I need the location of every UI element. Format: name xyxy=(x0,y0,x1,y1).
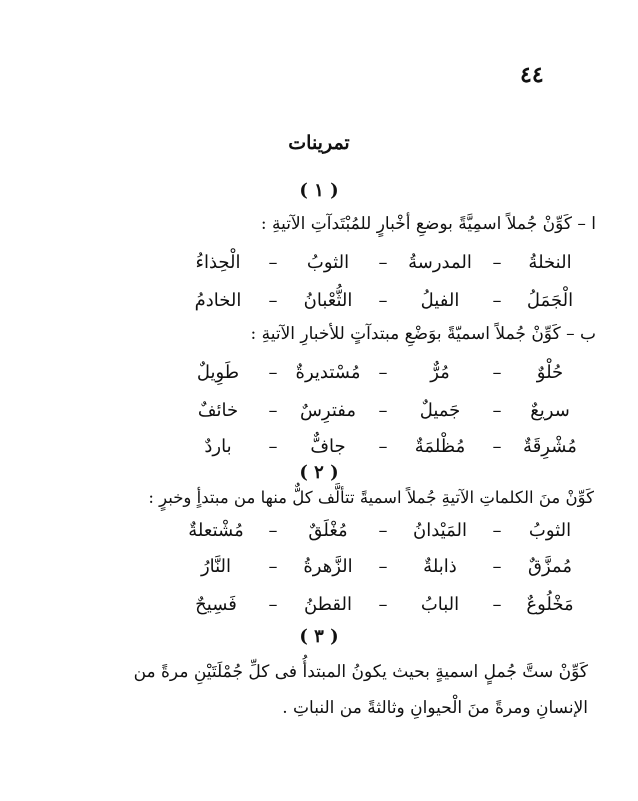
dash-separator: – xyxy=(378,362,388,383)
word-item: مُشْتعلةٌ xyxy=(188,520,244,541)
dash-separator: – xyxy=(492,594,502,615)
section-1b-row-3 xyxy=(180,436,586,457)
word-item: طَوِيلٌ xyxy=(196,362,240,383)
dash-separator: – xyxy=(268,436,278,457)
section-3-line-1: كَوِّنْ ستَّ جُملٍ اسميةٍ بحيث يكونُ المبتدأُ فى كلِّ جُمْلَتَيْنِ مرةً من xyxy=(133,662,588,682)
dash-separator: – xyxy=(378,556,388,577)
dash-separator: – xyxy=(492,436,502,457)
dash-separator: – xyxy=(378,290,388,311)
word-item: الْجَمَلُ xyxy=(526,290,574,311)
word-item: مفترِسٌ xyxy=(299,400,357,421)
page-number: ٤٤ xyxy=(520,62,544,88)
word-item: ذابلةٌ xyxy=(423,556,457,577)
page-title: تمرينات xyxy=(288,132,350,154)
word-item: سريعٌ xyxy=(530,400,570,421)
section-1b-row-1 xyxy=(180,362,586,383)
word-item: الثوبُ xyxy=(306,252,350,273)
dash-separator: – xyxy=(378,252,388,273)
word-item: مُشْرِقَةٌ xyxy=(523,436,577,457)
word-item: البابُ xyxy=(420,594,460,615)
section-3-label: ( ٣ ) xyxy=(299,626,339,647)
dash-separator: – xyxy=(378,400,388,421)
word-item: الثُّعْبانُ xyxy=(303,290,353,311)
word-item: خائفٌ xyxy=(197,400,239,421)
section-2-label: ( ٢ ) xyxy=(299,462,339,483)
dash-separator: – xyxy=(268,290,278,311)
dash-separator: – xyxy=(378,520,388,541)
dash-separator: – xyxy=(378,594,388,615)
word-item: مُسْتديرةٌ xyxy=(295,362,361,383)
word-item: الفيلُ xyxy=(420,290,460,311)
section-2-row-2 xyxy=(176,556,586,577)
word-item: جافٌّ xyxy=(310,436,346,457)
word-item: القطنُ xyxy=(303,594,353,615)
word-item: مُغْلَقٌ xyxy=(308,520,348,541)
section-3-line-2: الإنسانِ ومرةً منَ الْحيوانِ وثالثةً من النباتِ . xyxy=(282,698,588,718)
dash-separator: – xyxy=(268,362,278,383)
section-1a-row-1 xyxy=(180,252,586,273)
section-1a-instruction: ا – كَوِّنْ جُملاً اسمِيَّةً بوضعِ أخْبارٍ للمُبْتَدآتِ الآتيةِ : xyxy=(260,214,596,234)
word-item: الْحِذاءُ xyxy=(195,252,241,273)
dash-separator: – xyxy=(492,252,502,273)
word-item: مَخْلُوعٌ xyxy=(526,594,574,615)
word-item: باردٌ xyxy=(204,436,232,457)
word-item: النَّارُ xyxy=(200,556,232,577)
dash-separator: – xyxy=(492,290,502,311)
dash-separator: – xyxy=(268,252,278,273)
word-item: مُرٌّ xyxy=(430,362,450,383)
dash-separator: – xyxy=(492,362,502,383)
word-item: النخلةُ xyxy=(528,252,572,273)
dash-separator: – xyxy=(378,436,388,457)
word-item: المدرسةُ xyxy=(408,252,472,273)
section-1-label: ( ١ ) xyxy=(299,180,339,201)
dash-separator: – xyxy=(268,556,278,577)
word-item: الخادمُ xyxy=(194,290,242,311)
section-2-row-3 xyxy=(176,594,586,615)
dash-separator: – xyxy=(492,400,502,421)
word-item: المَيْدانُ xyxy=(413,520,467,541)
dash-separator: – xyxy=(492,556,502,577)
word-item: مُظْلمَةٌ xyxy=(414,436,466,457)
section-2-row-1 xyxy=(176,520,586,541)
word-item: مُمزَّقٌ xyxy=(528,556,572,577)
section-2-instruction: كَوِّنْ منَ الكلماتِ الآتيةِ جُملاً اسميةً تتألَّف كلٌّ منها من مبتدأٍ وخبرٍ : xyxy=(148,488,594,507)
dash-separator: – xyxy=(268,520,278,541)
dash-separator: – xyxy=(268,400,278,421)
section-1b-instruction: ب – كَوِّنْ جُملاً اسميّةً بوَضْعِ مبتدآتٍ للأخبارِ الآتيةِ : xyxy=(250,324,596,344)
dash-separator: – xyxy=(492,520,502,541)
word-item: فَسِيحٌ xyxy=(195,594,237,615)
word-item: الزَّهرةُ xyxy=(303,556,353,577)
dash-separator: – xyxy=(268,594,278,615)
word-item: حُلْوٌ xyxy=(536,362,564,383)
word-item: جَميلٌ xyxy=(419,400,461,421)
section-1b-row-2 xyxy=(180,400,586,421)
section-1a-row-2 xyxy=(180,290,586,311)
word-item: الثوبُ xyxy=(528,520,572,541)
